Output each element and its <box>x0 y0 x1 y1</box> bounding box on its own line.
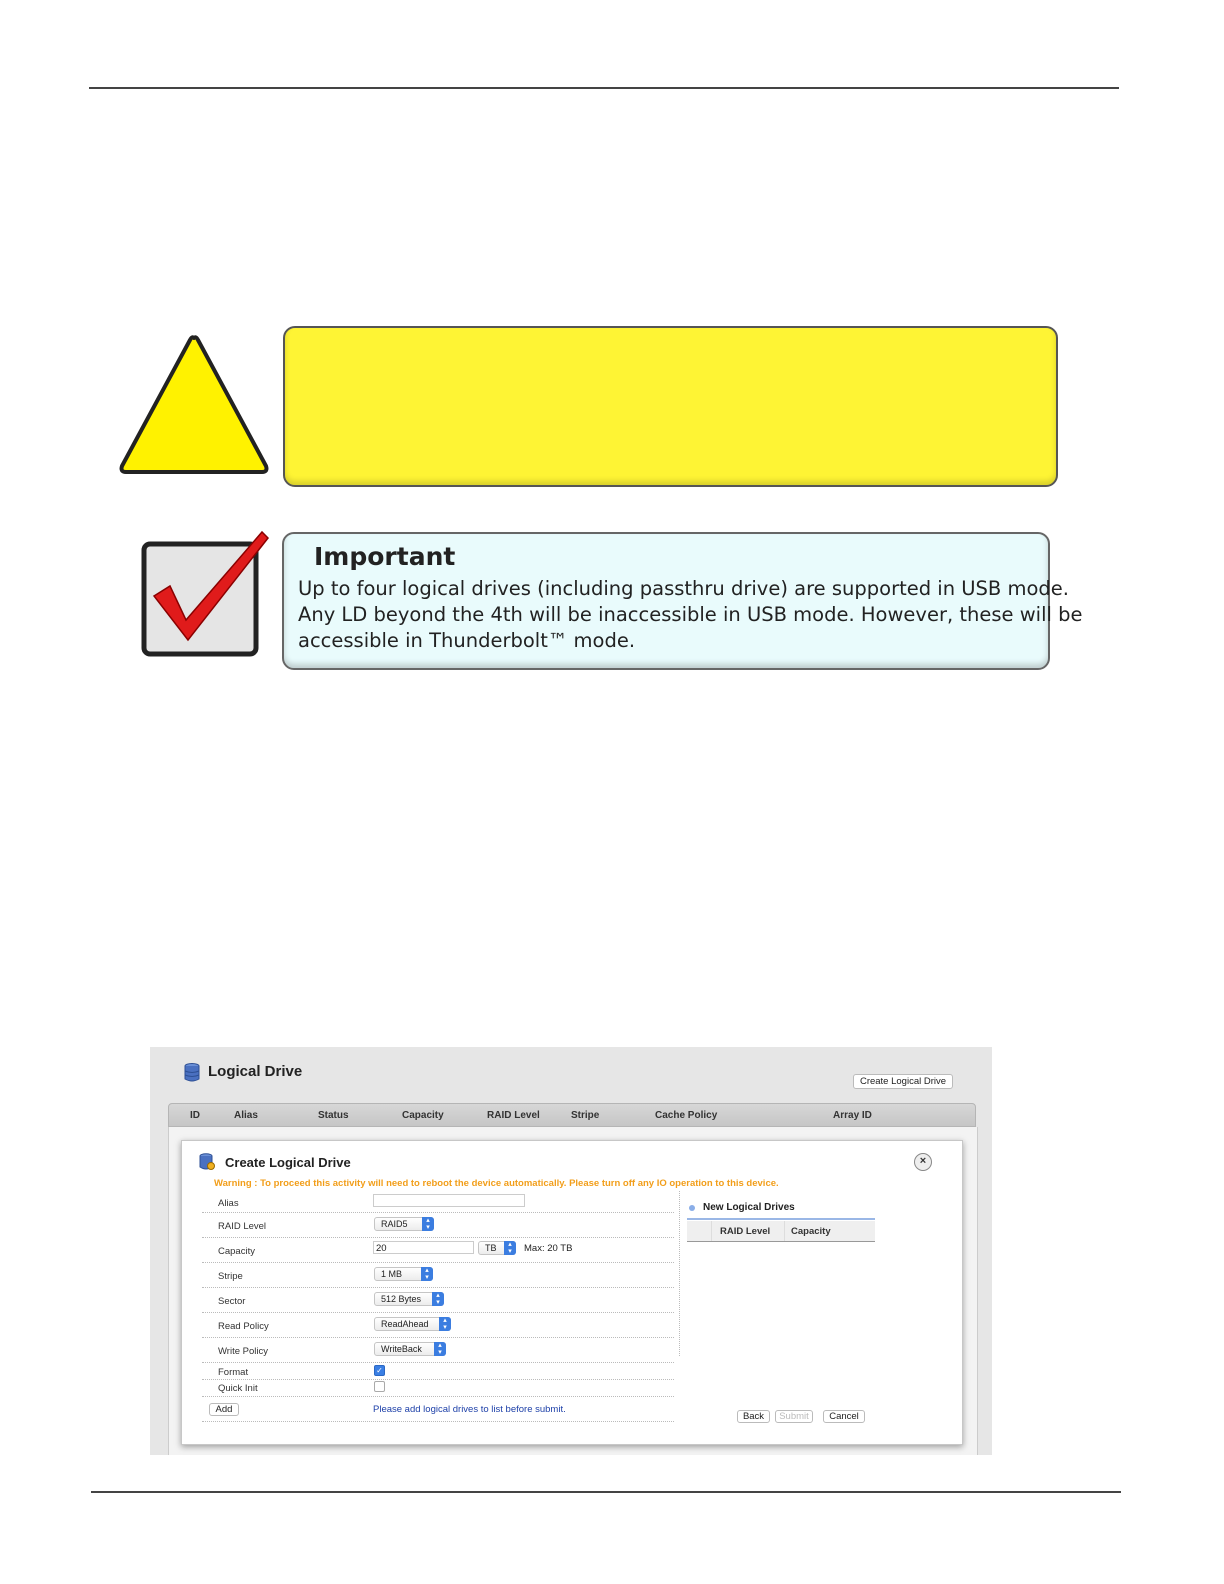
capacity-input[interactable]: 20 <box>373 1241 474 1254</box>
logical-drive-screenshot <box>150 1047 992 1455</box>
sector-row <box>202 1287 674 1313</box>
cancel-button[interactable]: Cancel <box>823 1410 865 1423</box>
back-button[interactable]: Back <box>737 1410 770 1423</box>
select-arrows-icon: ▴ ▾ <box>422 1217 434 1231</box>
capacity-label: Capacity <box>218 1246 255 1257</box>
page-title: Logical Drive <box>208 1063 303 1080</box>
stripe-value: 1 MB <box>381 1269 403 1279</box>
sector-value: 512 Bytes <box>381 1294 422 1304</box>
column-header[interactable]: Cache Policy <box>655 1110 718 1121</box>
column-header[interactable]: Status <box>318 1110 349 1121</box>
panel-divider <box>679 1191 681 1356</box>
stripe-select[interactable] <box>374 1267 433 1281</box>
format-label: Format <box>218 1367 249 1378</box>
important-line: Any LD beyond the 4th will be inaccessible in USB mode. However, these will be <box>298 603 1083 626</box>
create-logical-drive-dialog <box>181 1140 963 1445</box>
write-policy-row <box>202 1337 674 1363</box>
important-title: Important <box>314 542 456 571</box>
important-line: accessible in Thunderbolt™ mode. <box>298 629 636 652</box>
add-button[interactable]: Add <box>209 1403 239 1416</box>
select-arrows-icon: ▴ ▾ <box>421 1267 433 1281</box>
logical-drive-grid-header <box>168 1103 976 1127</box>
raid-level-select[interactable] <box>374 1217 434 1231</box>
bullet-icon <box>689 1205 695 1211</box>
close-icon[interactable]: × <box>914 1153 932 1171</box>
format-row <box>202 1362 674 1380</box>
column-header[interactable]: ID <box>190 1110 200 1121</box>
database-icon <box>184 1063 200 1082</box>
quick-init-label: Quick Init <box>218 1383 258 1394</box>
checkmark-icon <box>140 528 270 660</box>
reboot-warning: Warning : To proceed this activity will need to reboot the device automatically. Please turn off any IO operation to this device. <box>214 1178 779 1189</box>
submit-button[interactable]: Submit <box>775 1410 813 1423</box>
write-policy-value: WriteBack <box>381 1344 422 1354</box>
column-separator <box>711 1221 712 1241</box>
column-header[interactable]: Capacity <box>791 1226 831 1237</box>
panel-underline <box>687 1218 875 1220</box>
new-logical-drives-title: New Logical Drives <box>703 1202 795 1213</box>
column-header[interactable]: Alias <box>234 1110 258 1121</box>
sector-label: Sector <box>218 1296 246 1307</box>
header-rule <box>89 87 1119 89</box>
raid-level-label: RAID Level <box>218 1221 267 1232</box>
warning-triangle-icon <box>118 332 270 476</box>
capacity-unit-value: TB <box>485 1243 497 1253</box>
footer-rule <box>91 1491 1121 1493</box>
read-policy-value: ReadAhead <box>381 1319 429 1329</box>
column-header[interactable]: Array ID <box>833 1110 872 1121</box>
important-text <box>298 576 1083 654</box>
alias-label: Alias <box>218 1198 239 1209</box>
database-add-icon <box>199 1153 215 1171</box>
select-arrows-icon: ▴ ▾ <box>432 1292 444 1306</box>
add-hint: Please add logical drives to list before submit. <box>373 1404 566 1415</box>
raid-level-row <box>202 1212 674 1238</box>
format-checkbox[interactable]: ✓ <box>374 1365 385 1376</box>
write-policy-label: Write Policy <box>218 1346 268 1357</box>
column-separator <box>784 1221 785 1241</box>
stripe-row <box>202 1262 674 1288</box>
raid-level-value: RAID5 <box>381 1219 408 1229</box>
capacity-max: Max: 20 TB <box>524 1243 573 1254</box>
column-header[interactable]: RAID Level <box>487 1110 540 1121</box>
alias-row <box>202 1192 674 1213</box>
column-header[interactable]: Stripe <box>571 1110 600 1121</box>
quick-init-row <box>202 1379 674 1397</box>
important-line: Up to four logical drives (including passthru drive) are supported in USB mode. <box>298 577 1070 600</box>
read-policy-row <box>202 1312 674 1338</box>
warning-callout <box>283 326 1058 487</box>
capacity-row <box>202 1237 674 1263</box>
stripe-label: Stripe <box>218 1271 243 1282</box>
select-arrows-icon: ▴ ▾ <box>504 1241 516 1255</box>
quick-init-checkbox[interactable] <box>374 1381 385 1392</box>
read-policy-label: Read Policy <box>218 1321 269 1332</box>
new-logical-drives-header <box>687 1221 875 1242</box>
alias-input[interactable] <box>373 1194 525 1207</box>
create-logical-drive-button[interactable]: Create Logical Drive <box>853 1074 953 1089</box>
capacity-unit-select[interactable] <box>478 1241 516 1255</box>
important-callout <box>282 532 1083 670</box>
column-header[interactable]: RAID Level <box>720 1226 771 1237</box>
sector-select[interactable] <box>374 1292 444 1306</box>
select-arrows-icon: ▴ ▾ <box>434 1342 446 1356</box>
select-arrows-icon: ▴ ▾ <box>439 1317 451 1331</box>
column-header[interactable]: Capacity <box>402 1110 444 1121</box>
dialog-title: Create Logical Drive <box>225 1155 351 1170</box>
write-policy-select[interactable] <box>374 1342 446 1356</box>
read-policy-select[interactable] <box>374 1317 451 1331</box>
